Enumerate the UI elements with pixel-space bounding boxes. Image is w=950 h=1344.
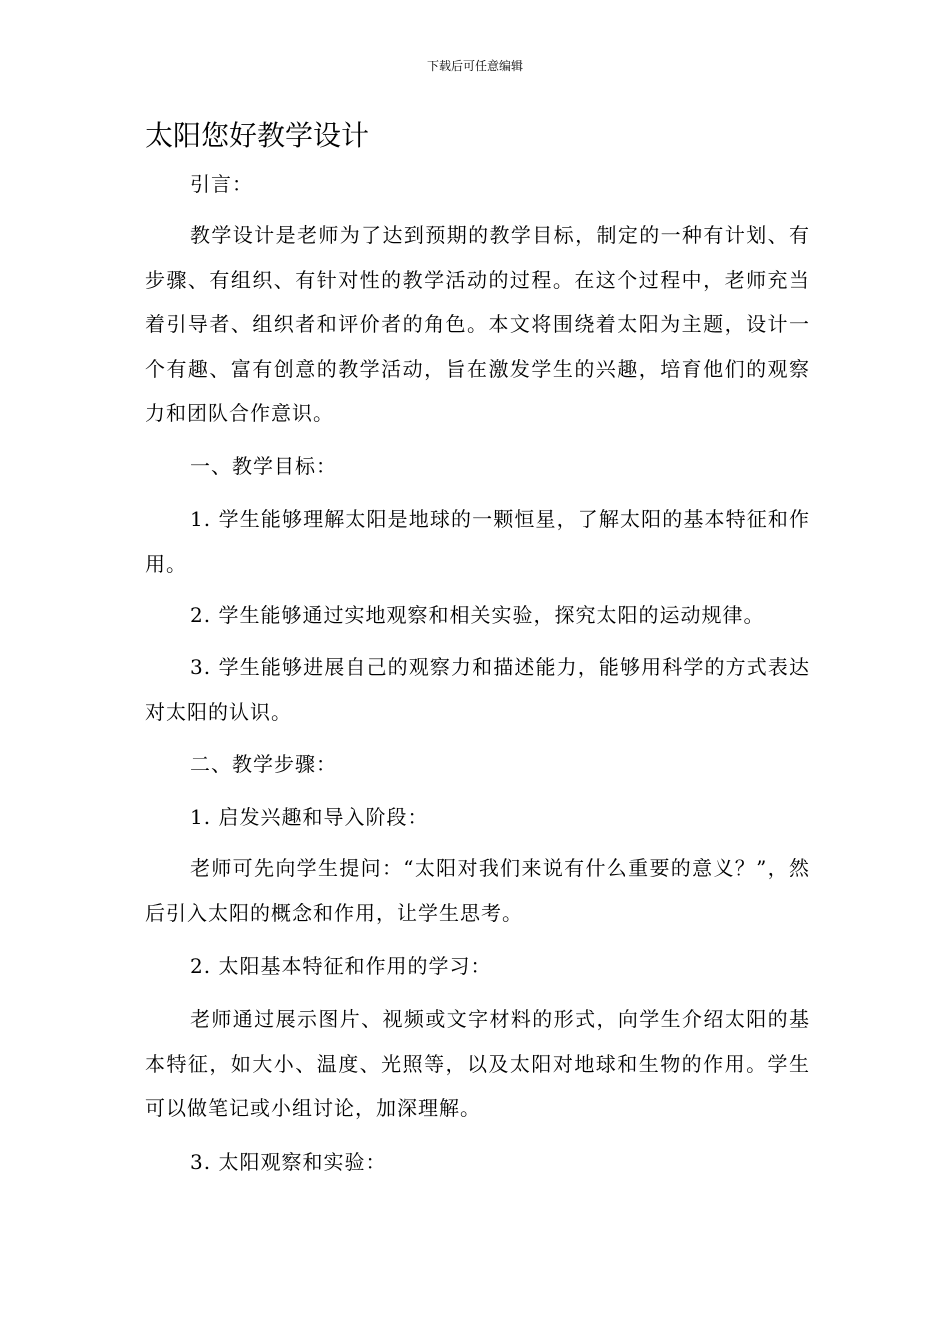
intro-paragraph: 教学设计是老师为了达到预期的教学目标，制定的一种有计划、有步骤、有组织、有针对性的教学活动的过程。在这个过程中，老师充当着引导者、组织者和评价者的角色。本文将围绕着太阳为主题，设计一个有趣、富有创意的教学活动，旨在激发学生的兴趣，培育他们的观察力和团队合作意识。 [145, 223, 810, 425]
goal-item-1: 1. 学生能够理解太阳是地球的一颗恒星，了解太阳的基本特征和作用。 [145, 507, 810, 576]
step-2-heading-block [145, 944, 810, 989]
step-1-heading-block [145, 795, 810, 840]
document-title: 太阳您好教学设计 [145, 119, 370, 152]
step-1-body-block [145, 846, 810, 935]
section-steps-heading: 二、教学步骤： [190, 752, 337, 776]
goal-3-block [145, 645, 810, 734]
step-2-body-block [145, 997, 810, 1131]
step-1-body: 老师可先向学生提问：“太阳对我们来说有什么重要的意义？”，然后引入太阳的概念和作用，让学生思考。 [145, 856, 810, 925]
step-2-body: 老师通过展示图片、视频或文字材料的形式，向学生介绍太阳的基本特征，如大小、温度、光照等，以及太阳对地球和生物的作用。学生可以做笔记或小组讨论，加深理解。 [145, 1007, 810, 1120]
intro-label-block [145, 162, 810, 207]
step-1-heading: 1. 启发兴趣和导入阶段： [190, 805, 429, 829]
section-goals-heading-block [145, 444, 810, 489]
intro-label: 引言： [190, 172, 253, 196]
goal-item-2: 2. 学生能够通过实地观察和相关实验，探究太阳的运动规律。 [190, 603, 765, 627]
step-3-heading-block [145, 1140, 810, 1185]
page-header: 下载后可任意编辑 [426, 59, 523, 73]
section-goals-heading: 一、教学目标： [190, 454, 337, 478]
section-steps-heading-block [145, 742, 810, 787]
goal-item-3: 3. 学生能够进展自己的观察力和描述能力，能够用科学的方式表达对太阳的认识。 [145, 655, 810, 724]
intro-paragraph-block [145, 213, 810, 436]
goal-1-block [145, 497, 810, 586]
step-2-heading: 2. 太阳基本特征和作用的学习： [190, 954, 492, 978]
step-3-heading: 3. 太阳观察和实验： [190, 1150, 387, 1174]
goal-2-block [145, 593, 810, 638]
